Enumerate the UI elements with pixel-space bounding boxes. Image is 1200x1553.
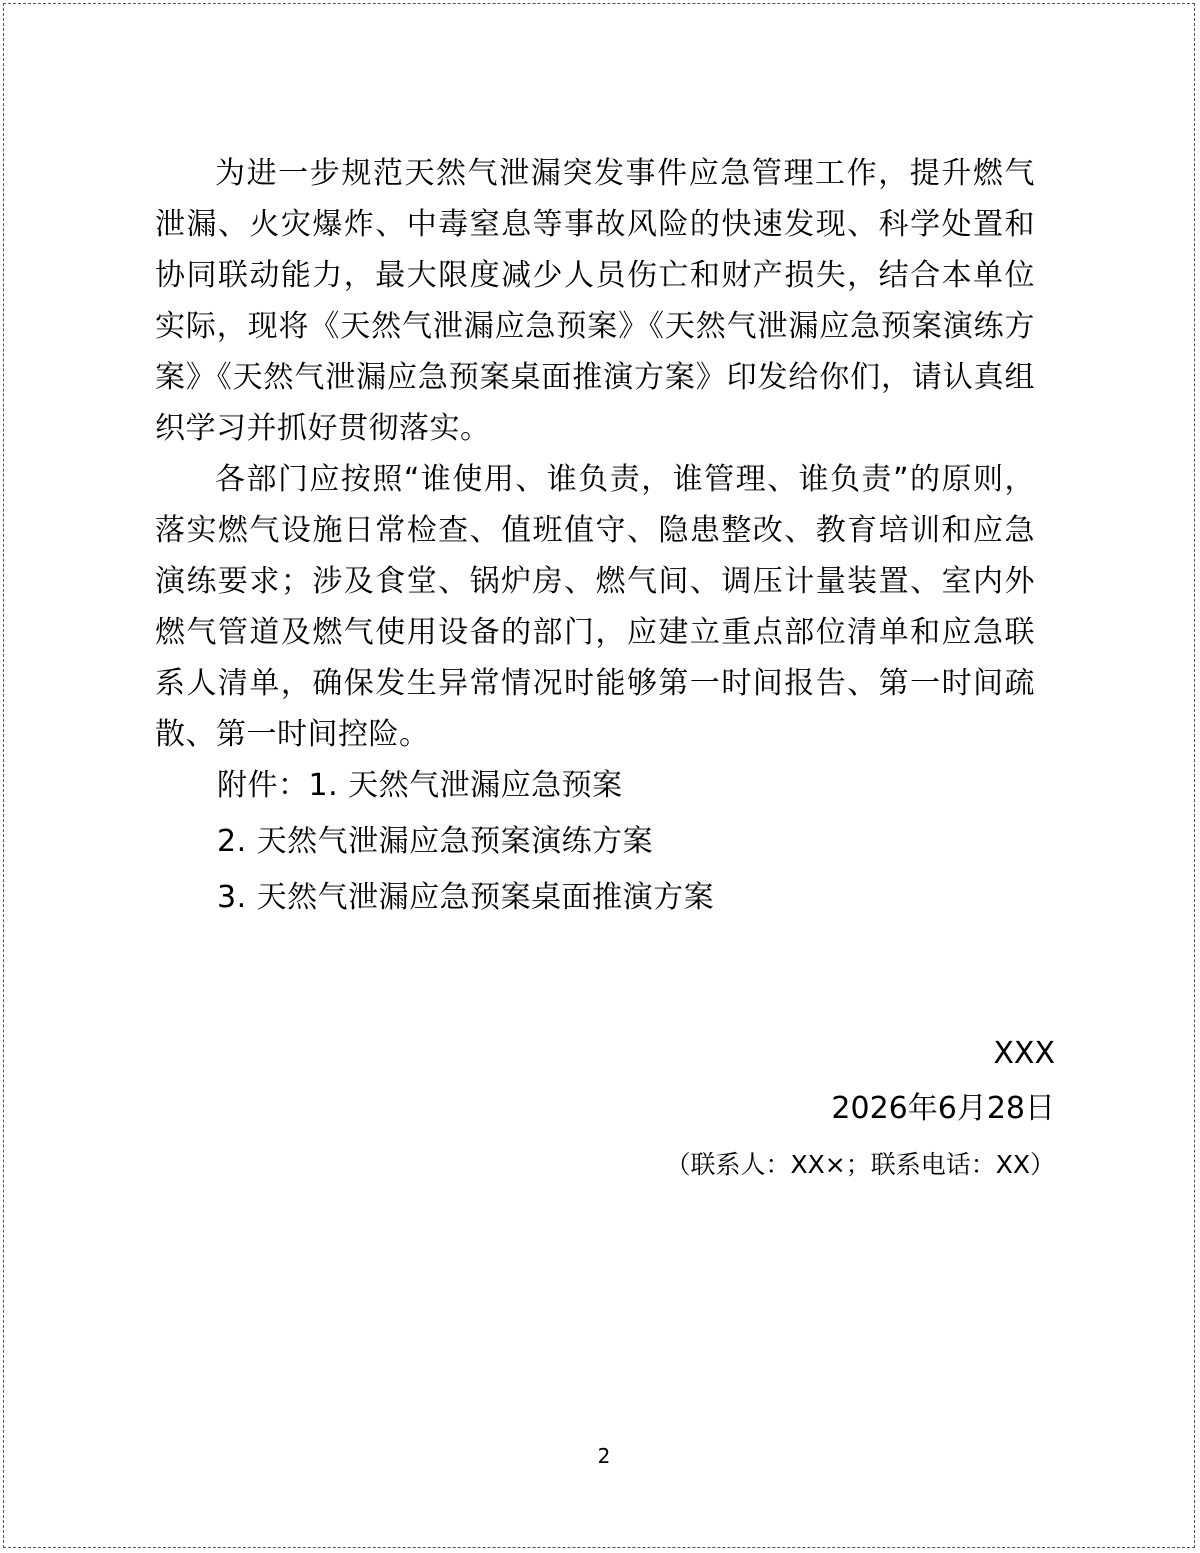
- signature-date: 2026年6月28日: [831, 1091, 1055, 1126]
- attachment-item-3: 3. 天然气泄漏应急预案桌面推演方案: [217, 880, 715, 915]
- signature-contact: （联系人：XX×；联系电话：XX）: [665, 1150, 1055, 1179]
- document-body: [155, 148, 1035, 923]
- page-number: 2: [597, 1444, 611, 1468]
- body-paragraph-1: 为进一步规范天然气泄漏突发事件应急管理工作，提升燃气泄漏、火灾爆炸、中毒窒息等事故风险的快速发现、科学处置和协同联动能力，最大限度减少人员伤亡和财产损失，结合本单位实际，现将《天然气泄漏应急预案》《天然气泄漏应急预案演练方案》《天然气泄漏应急预案桌面推演方案》印发给你们，请认真组织学习并抓好贯彻落实。: [155, 156, 1035, 446]
- attachment-list: [155, 760, 1035, 923]
- body-paragraph-2: 各部门应按照“谁使用、谁负责，谁管理、谁负责”的原则，落实燃气设施日常检查、值班值守、隐患整改、教育培训和应急演练要求；涉及食堂、锅炉房、燃气间、调压计量装置、室内外燃气管道及燃气使用设备的部门，应建立重点部位清单和应急联系人清单，确保发生异常情况时能够第一时间报告、第一时间疏散、第一时间控险。: [155, 462, 1035, 752]
- attachment-item-1: 附件：1. 天然气泄漏应急预案: [217, 768, 623, 803]
- signature-organization: XXX: [993, 1036, 1055, 1071]
- attachment-item-2: 2. 天然气泄漏应急预案演练方案: [217, 824, 654, 859]
